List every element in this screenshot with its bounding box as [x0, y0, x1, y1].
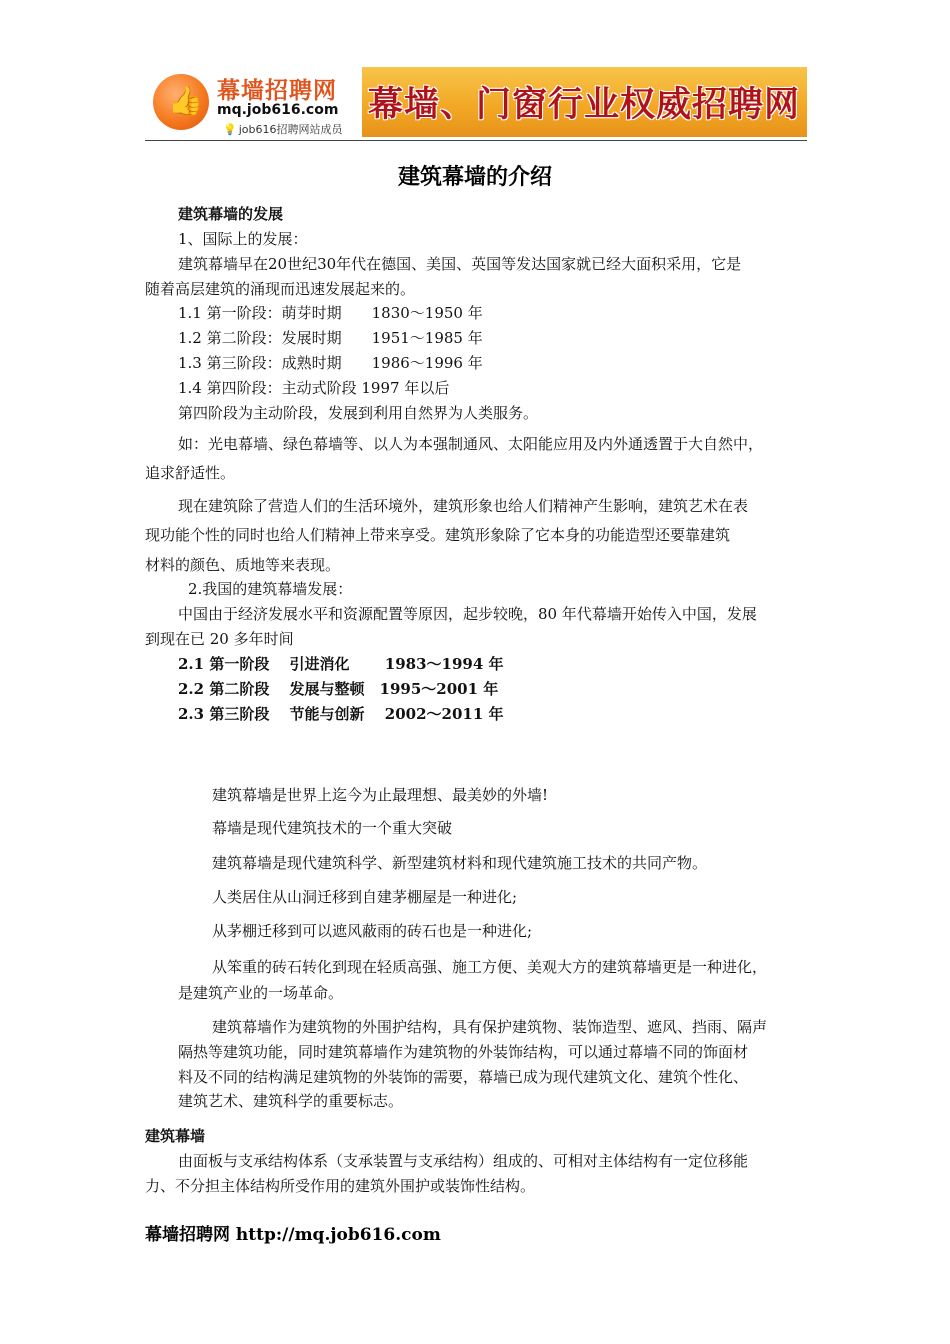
paragraph-line: 从笨重的砖石转化到现在轻质高强、施工方便、美观大方的建筑幕墙更是一种进化，	[212, 958, 768, 976]
stage-line: 1.1 第一阶段：萌芽时期 1830～1950 年	[178, 304, 483, 322]
paragraph-line: 2.我国的建筑幕墙发展：	[188, 580, 353, 598]
paragraph-line: 建筑艺术、建筑科学的重要标志。	[178, 1092, 404, 1110]
paragraph-line: 建筑幕墙早在20世纪30年代在德国、美国、英国等发达国家就已经大面积采用，它是	[178, 255, 742, 273]
paragraph-line: 建筑幕墙是现代建筑科学、新型建筑材料和现代建筑施工技术的共同产物。	[212, 854, 708, 872]
paragraph-line: 如：光电幕墙、绿色幕墙等、以人为本强制通风、太阳能应用及内外通透置于大自然中，	[178, 435, 764, 453]
header-divider	[145, 140, 807, 141]
stage-line: 1.3 第三阶段：成熟时期 1986～1996 年	[178, 354, 483, 372]
paragraph-line: 中国由于经济发展水平和资源配置等原因，起步较晚，80 年代幕墙开始传入中国，发展	[178, 605, 757, 623]
stage-line-bold: 2.3 第三阶段 节能与创新 2002～2011 年	[178, 705, 504, 723]
paragraph-line: 建筑幕墙是世界上迄今为止最理想、最美妙的外墙!	[212, 786, 549, 804]
logo-url: mq.job616.com	[217, 102, 339, 118]
paragraph-line: 从茅棚迁移到可以遮风蔽雨的砖石也是一种进化;	[212, 922, 533, 940]
stage-line-bold: 2.1 第一阶段 引进消化 1983～1994 年	[178, 655, 504, 673]
paragraph-line: 随着高层建筑的涌现而迅速发展起来的。	[145, 280, 416, 298]
banner-ad[interactable]	[362, 67, 807, 137]
section-heading: 建筑幕墙的发展	[178, 205, 284, 223]
paragraph-line: 到现在已 20 多年时间	[145, 630, 294, 648]
logo-member-text	[223, 121, 342, 137]
paragraph-line: 人类居住从山洞迁移到自建茅棚屋是一种进化;	[212, 888, 518, 906]
banner-text: 幕墙、门窗行业权威招聘网	[368, 85, 801, 125]
logo-title: 幕墙招聘网	[217, 78, 337, 104]
thumbs-up-icon: 👍	[153, 74, 209, 130]
document-title: 建筑幕墙的介绍	[397, 164, 552, 190]
header-banner	[145, 66, 807, 140]
member-label: job616招聘网站成员	[238, 123, 343, 136]
stage-line: 1.2 第二阶段：发展时期 1951～1985 年	[178, 329, 483, 347]
paragraph-line: 追求舒适性。	[145, 464, 236, 482]
paragraph-line: 幕墙是现代建筑技术的一个重大突破	[212, 819, 453, 837]
paragraph-line: 第四阶段为主动阶段，发展到利用自然界为人类服务。	[178, 404, 539, 422]
paragraph-line: 隔热等建筑功能，同时建筑幕墙作为建筑物的外装饰结构，可以通过幕墙不同的饰面材	[178, 1043, 749, 1061]
site-logo[interactable]	[153, 68, 358, 138]
paragraph-line: 是建筑产业的一场革命。	[178, 984, 344, 1002]
footer-link[interactable]: 幕墙招聘网 http://mq.job616.com	[145, 1225, 441, 1245]
paragraph-line: 现功能个性的同时也给人们精神上带来享受。建筑形象除了它本身的功能造型还要靠建筑	[145, 526, 731, 544]
stage-line-bold: 2.2 第二阶段 发展与整顿 1995～2001 年	[178, 680, 499, 698]
paragraph-line: 由面板与支承结构体系（支承装置与支承结构）组成的、可相对主体结构有一定位移能	[178, 1152, 749, 1170]
paragraph-line: 现在建筑除了营造人们的生活环境外，建筑形象也给人们精神产生影响，建筑艺术在表	[178, 497, 749, 515]
paragraph-line: 建筑幕墙作为建筑物的外围护结构，具有保护建筑物、装饰造型、遮风、挡雨、隔声	[212, 1018, 768, 1036]
lightbulb-icon: 💡	[223, 123, 237, 136]
paragraph-line: 材料的颜色、质地等来表现。	[145, 556, 341, 574]
section-heading: 建筑幕墙	[145, 1127, 206, 1145]
paragraph-line: 力、不分担主体结构所受作用的建筑外围护或装饰性结构。	[145, 1177, 536, 1195]
paragraph-line: 料及不同的结构满足建筑物的外装饰的需要，幕墙已成为现代建筑文化、建筑个性化、	[178, 1068, 749, 1086]
paragraph-line: 1、国际上的发展：	[178, 230, 308, 248]
stage-line: 1.4 第四阶段：主动式阶段 1997 年以后	[178, 379, 450, 397]
